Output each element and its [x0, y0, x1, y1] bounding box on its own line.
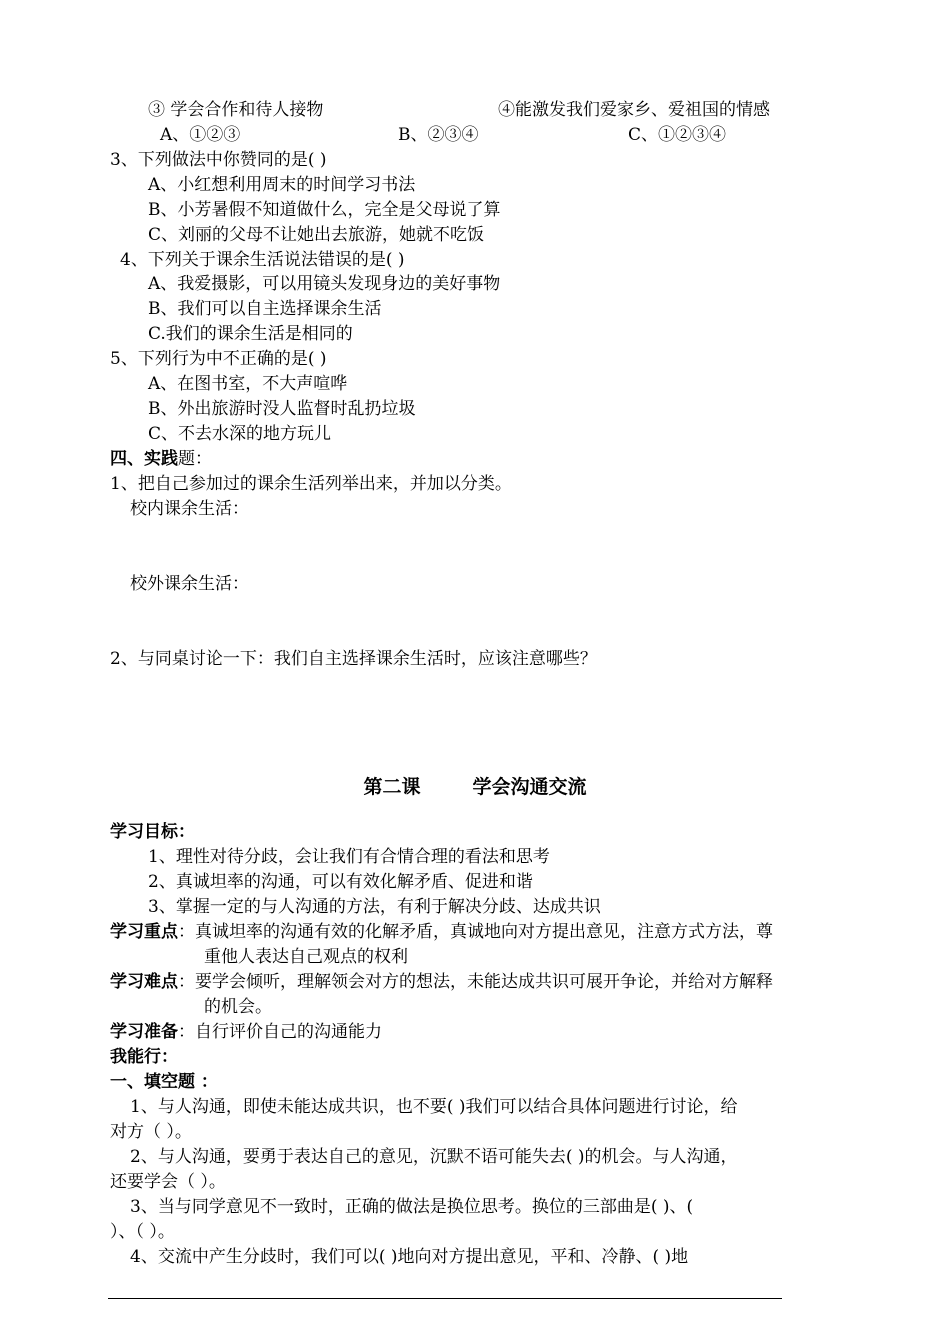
q5-option-c: C、不去水深的地方玩儿 — [148, 424, 332, 444]
goal-3: 3、掌握一定的与人沟通的方法，有利于解决分歧、达成共识 — [148, 897, 601, 917]
goals-label: 学习目标： — [110, 822, 195, 842]
difficulty-line-1 — [110, 971, 773, 993]
q5-option-b: B、外出旅游时没人监督时乱扔垃圾 — [148, 399, 416, 419]
focus-line-1 — [110, 921, 773, 943]
q2-choice-b: B、②③④ — [398, 125, 479, 145]
prep-text: ：自行评价自己的沟通能力 — [178, 1022, 382, 1042]
focus-label: 学习重点 — [110, 922, 178, 942]
q3-option-c: C、刘丽的父母不让她出去旅游，她就不吃饭 — [148, 225, 485, 245]
practice-heading-rest: 题： — [178, 449, 212, 469]
q4-option-c: C.我们的课余生活是相同的 — [148, 324, 353, 344]
difficulty-line-2: 的机会。 — [204, 997, 272, 1017]
q2-choice-c: C、①②③④ — [628, 125, 727, 145]
difficulty-label: 学习难点 — [110, 972, 178, 992]
fill-q4-line-1: 4、交流中产生分歧时，我们可以( )地向对方提出意见，平和、冷静、( )地 — [130, 1247, 689, 1267]
difficulty-text-1: ：要学会倾听，理解领会对方的想法，未能达成共识可展开争论，并给对方解释 — [178, 972, 773, 992]
q2-choice-a: A、①②③ — [160, 125, 241, 145]
q3-option-a: A、小红想利用周末的时间学习书法 — [148, 175, 416, 195]
fill-q2-line-1: 2、与人沟通，要勇于表达自己的意见，沉默不语可能失去( )的机会。与人沟通， — [130, 1147, 738, 1167]
footer-rule — [108, 1298, 782, 1299]
can-do-heading: 我能行： — [110, 1047, 178, 1067]
practice-heading — [110, 448, 212, 470]
q2-option-4: ④能激发我们爱家乡、爱祖国的情感 — [498, 100, 770, 120]
prep-label: 学习准备 — [110, 1022, 178, 1042]
goal-2: 2、真诚坦率的沟通，可以有效化解矛盾、促进和谐 — [148, 872, 533, 892]
goal-1: 1、理性对待分歧，会让我们有合情合理的看法和思考 — [148, 847, 550, 867]
fill-q3-line-2: ）、（ ）。 — [110, 1222, 175, 1242]
prep-line — [110, 1021, 382, 1043]
fill-heading: 一、填空题 ： — [110, 1072, 218, 1092]
q3-option-b: B、小芳暑假不知道做什么，完全是父母说了算 — [148, 200, 501, 220]
fill-q2-line-2: 还要学会（ ）。 — [110, 1172, 226, 1192]
fill-q1-line-2: 对方（ ）。 — [110, 1122, 192, 1142]
q5-option-a: A、在图书室，不大声喧哗 — [148, 374, 348, 394]
practice-heading-bold: 四、实践 — [110, 449, 178, 469]
lesson-title-name: 学会沟通交流 — [472, 776, 587, 798]
focus-line-2: 重他人表达自己观点的权利 — [204, 947, 408, 967]
q4-option-a: A、我爱摄影，可以用镜头发现身边的美好事物 — [148, 274, 501, 294]
q3-stem: 3、下列做法中你赞同的是( ) — [110, 150, 327, 170]
q2-option-3: ③ 学会合作和待人接物 — [148, 100, 324, 120]
fill-q3-line-1: 3、当与同学意见不一致时，正确的做法是换位思考。换位的三部曲是( )、( — [130, 1197, 694, 1217]
lesson-title-number: 第二课 — [363, 776, 421, 798]
focus-text-1: ：真诚坦率的沟通有效的化解矛盾，真诚地向对方提出意见，注意方式方法，尊 — [178, 922, 773, 942]
lesson-title — [0, 772, 950, 799]
in-school-label: 校内课余生活： — [130, 499, 249, 519]
out-school-label: 校外课余生活： — [130, 574, 249, 594]
fill-q1-line-1: 1、与人沟通，即使未能达成共识，也不要( )我们可以结合具体问题进行讨论，给 — [130, 1097, 738, 1117]
practice-item-2: 2、与同桌讨论一下：我们自主选择课余生活时，应该注意哪些？ — [110, 649, 597, 669]
q4-stem: 4、下列关于课余生活说法错误的是( ) — [120, 250, 405, 270]
q4-option-b: B、我们可以自主选择课余生活 — [148, 299, 382, 319]
q5-stem: 5、下列行为中不正确的是( ) — [110, 349, 327, 369]
practice-item-1: 1、把自己参加过的课余生活列举出来，并加以分类。 — [110, 474, 512, 494]
